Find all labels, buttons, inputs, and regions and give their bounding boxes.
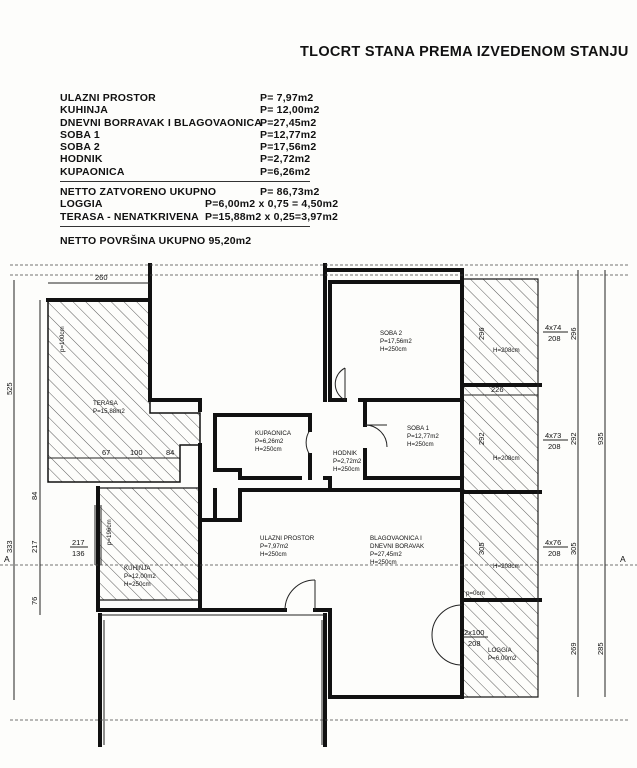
room-height: H=250cm bbox=[260, 551, 287, 558]
room-height: H=250cm bbox=[333, 466, 360, 473]
window-height-label: 208 bbox=[548, 334, 561, 343]
area-row-name: HODNIK bbox=[60, 153, 103, 166]
total-row-name: LOGGIA bbox=[60, 198, 103, 211]
dim-label: 296 bbox=[477, 327, 486, 340]
room-area: P=17,56m2 bbox=[380, 338, 412, 345]
room-height: H=250cm bbox=[407, 441, 434, 448]
dim-label: 100 bbox=[130, 448, 143, 457]
total-row-value: P= 86,73m2 bbox=[260, 186, 320, 198]
area-row-name: DNEVNI BORRAVAK I BLAGOVAONICA bbox=[60, 116, 263, 129]
window-height-label: 208 bbox=[468, 639, 481, 648]
area-row-value: P= 12,00m2 bbox=[260, 104, 320, 117]
room-area: P=15,88m2 bbox=[93, 408, 125, 415]
area-row-value: P=6,26m2 bbox=[260, 165, 311, 178]
door-swing bbox=[306, 430, 310, 455]
section-mark: A bbox=[620, 554, 626, 564]
dim-label: 136 bbox=[72, 549, 85, 558]
room-area: P=12,77m2 bbox=[407, 433, 439, 440]
dim-label: 76 bbox=[30, 596, 39, 605]
area-row-name: SOBA 1 bbox=[60, 128, 100, 141]
area-row-name: ULAZNI PROSTOR bbox=[60, 92, 156, 104]
dim-label: 292 bbox=[477, 432, 486, 445]
window-height-note: H=208cm bbox=[493, 455, 520, 462]
room-name: DNEVNI BORAVAK bbox=[370, 543, 425, 550]
room-area: P=6,26m2 bbox=[255, 438, 284, 445]
parapet-label: p=100cm bbox=[59, 326, 66, 352]
area-row-value: P= 7,97m2 bbox=[260, 92, 314, 104]
room-area: P=7,97m2 bbox=[260, 543, 289, 550]
dim-label: 226 bbox=[491, 385, 504, 394]
window-size-label: 4x74 bbox=[545, 323, 562, 332]
door-swing bbox=[285, 580, 315, 610]
room-name: KUHINJA bbox=[124, 565, 151, 572]
room-name: SOBA 1 bbox=[407, 425, 430, 432]
net-total: NETTO POVRŠINA UKUPNO 95,20m2 bbox=[60, 235, 252, 247]
dim-label: 260 bbox=[95, 273, 108, 282]
window-height-note: H=208cm bbox=[493, 563, 520, 570]
section-mark: A bbox=[4, 554, 10, 564]
dim-label: 84 bbox=[30, 491, 39, 500]
area-row-name: KUPAONICA bbox=[60, 165, 125, 178]
area-row-value: P=2,72m2 bbox=[260, 153, 311, 166]
total-row-name: NETTO ZATVORENO UKUPNO bbox=[60, 186, 217, 198]
door-swing bbox=[365, 425, 387, 447]
terrace-hatch bbox=[48, 300, 200, 482]
dim-label: 285 bbox=[596, 642, 605, 655]
dim-label: 305 bbox=[569, 542, 578, 555]
dim-label: 525 bbox=[5, 382, 14, 395]
area-row-value: P=27,45m2 bbox=[260, 116, 317, 129]
dim-label: 292 bbox=[569, 432, 578, 445]
exterior-wall bbox=[150, 265, 200, 410]
room-height: H=250cm bbox=[370, 559, 397, 566]
room-area: P=6,00m2 bbox=[488, 655, 517, 662]
door-swing bbox=[432, 635, 462, 665]
room-wall bbox=[365, 450, 460, 478]
room-ulazni-prostor bbox=[260, 535, 315, 558]
parapet-label: p=196cm bbox=[106, 519, 113, 545]
total-row-value: P=15,88m2 x 0,25=3,97m2 bbox=[205, 210, 339, 223]
window-size-label: 4x73 bbox=[545, 431, 562, 440]
room-height: H=250cm bbox=[380, 346, 407, 353]
page-title: TLOCRT STANA PREMA IZVEDENOM STANJU bbox=[300, 44, 629, 60]
room-hodnik bbox=[333, 450, 362, 473]
dim-label: 67 bbox=[102, 448, 111, 457]
dim-label: 333 bbox=[5, 540, 14, 553]
dim-label: 84 bbox=[166, 448, 175, 457]
room-dnevni-boravak bbox=[370, 535, 425, 566]
window-size-label: 4x76 bbox=[545, 538, 562, 547]
window-height-label: 208 bbox=[548, 442, 561, 451]
window-size-label: 2x100 bbox=[464, 628, 485, 637]
dim-label: 296 bbox=[569, 327, 578, 340]
dim-label: 305 bbox=[477, 542, 486, 555]
door-swing bbox=[432, 605, 462, 635]
room-soba-1 bbox=[407, 425, 439, 448]
room-soba-2 bbox=[380, 330, 412, 353]
dim-label: 217 bbox=[30, 540, 39, 553]
room-name: KUPAONICA bbox=[255, 430, 291, 437]
room-kupaonica bbox=[255, 430, 292, 453]
total-row-value: P=6,00m2 x 0,75 = 4,50m2 bbox=[205, 198, 339, 211]
area-row-name: KUHINJA bbox=[60, 104, 109, 117]
parapet-label: p=0cm bbox=[466, 590, 485, 597]
room-name: BLAGOVAONICA I bbox=[370, 535, 422, 542]
dim-label: 217 bbox=[72, 538, 85, 547]
dim-label: 269 bbox=[569, 642, 578, 655]
area-row-value: P=17,56m2 bbox=[260, 141, 317, 154]
window-height-label: 208 bbox=[548, 549, 561, 558]
room-area: P=2,72m2 bbox=[333, 458, 362, 465]
room-name: HODNIK bbox=[333, 450, 358, 457]
room-wall bbox=[215, 490, 330, 520]
room-name: SOBA 2 bbox=[380, 330, 403, 337]
room-name: TERASA bbox=[93, 400, 118, 407]
window-height-note: H=208cm bbox=[493, 347, 520, 354]
room-height: H=250cm bbox=[255, 446, 282, 453]
area-row-name: SOBA 2 bbox=[60, 141, 100, 154]
room-name: LOGGIA bbox=[488, 647, 512, 654]
door-swing bbox=[335, 368, 345, 400]
room-area: P=27,45m2 bbox=[370, 551, 402, 558]
room-height: H=250cm bbox=[124, 581, 151, 588]
room-name: ULAZNI PROSTOR bbox=[260, 535, 315, 542]
room-area: P=12,00m2 bbox=[124, 573, 156, 580]
area-row-value: P=12,77m2 bbox=[260, 128, 317, 141]
dim-label: 935 bbox=[596, 432, 605, 445]
total-row-name: TERASA - NENATKRIVENA bbox=[60, 210, 199, 223]
